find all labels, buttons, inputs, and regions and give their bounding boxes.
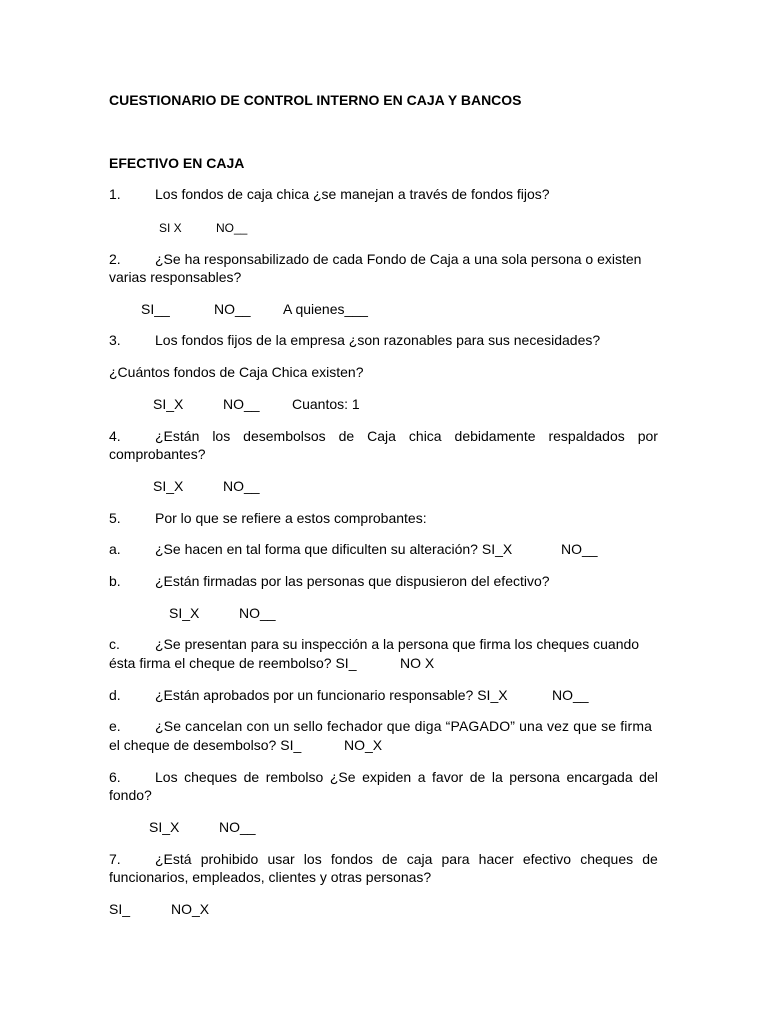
question-b-answer-si: SI_X (169, 605, 200, 621)
question-3-answer-no: NO__ (223, 396, 260, 412)
question-3-answer-extra: Cuantos: 1 (292, 396, 360, 412)
question-7-word: para (441, 851, 470, 867)
question-5-number: 5. (109, 510, 121, 526)
question-d-letter: d. (109, 687, 121, 703)
question-6-word: expiden (362, 769, 412, 785)
question-4-word: desembolsos (243, 428, 326, 444)
question-7-answer-si: SI_ (109, 901, 131, 917)
question-7-word: caja (406, 851, 433, 867)
section-heading: EFECTIVO EN CAJA (109, 155, 245, 171)
question-6-word: rembolso (265, 769, 324, 785)
question-6-word: persona (509, 769, 560, 785)
question-1-number: 1. (109, 186, 121, 202)
question-a-letter: a. (109, 541, 121, 557)
question-6-answer-si: SI_X (149, 819, 180, 835)
question-2-answer-si: SI__ (141, 301, 170, 317)
question-1-text: Los fondos de caja chica ¿se manejan a través de fondos fijos? (155, 186, 550, 202)
question-6-word: la (491, 769, 503, 785)
question-2-number: 2. (109, 251, 121, 267)
question-1-answer-si: SI X (159, 221, 182, 235)
question-b-letter: b. (109, 573, 121, 589)
question-4-text-cont: comprobantes? (109, 446, 206, 462)
question-4-word: por (637, 428, 658, 444)
question-6-word: de (469, 769, 486, 785)
question-4-word: de (338, 428, 355, 444)
question-6-text-cont: fondo? (109, 787, 152, 803)
question-1-answer-no: NO__ (216, 221, 248, 235)
question-e-text-cont: el cheque de desembolso? SI_ (109, 737, 302, 753)
question-7-word: hacer (478, 851, 514, 867)
question-6-word: de (243, 769, 260, 785)
question-7-answer-no: NO_X (171, 901, 210, 917)
question-4-word: debidamente (454, 428, 536, 444)
question-7-number: 7. (109, 851, 121, 867)
question-6-word: del (639, 769, 658, 785)
document-title: CUESTIONARIO DE CONTROL INTERNO EN CAJA Y BANCOS (109, 92, 522, 108)
question-2-answer-no: NO__ (214, 301, 251, 317)
question-6-word: encargada (566, 769, 633, 785)
question-4-word: Caja (367, 428, 396, 444)
question-b-answer-no: NO__ (239, 605, 276, 621)
question-2-text-cont: varias responsables? (109, 269, 242, 285)
question-7-word: efectivo (522, 851, 572, 867)
question-7-word: de (642, 851, 658, 867)
question-a-answer-no: NO__ (561, 541, 598, 557)
question-3-subquestion: ¿Cuántos fondos de Caja Chica existen? (109, 364, 364, 380)
question-6-word: Los (155, 769, 178, 785)
question-4-word: respaldados (548, 428, 625, 444)
question-4-number: 4. (109, 428, 121, 444)
question-6-word: a (417, 769, 426, 785)
question-e-answer-no: NO_X (344, 737, 383, 753)
question-e-text: ¿Se cancelan con un sello fechador que diga “PAGADO” una vez que se firma (155, 718, 653, 734)
question-3-text: Los fondos fijos de la empresa ¿son razonables para sus necesidades? (155, 332, 601, 348)
question-6-word: ¿Se (329, 769, 356, 785)
question-6-word: cheques (184, 769, 238, 785)
question-7-word: cheques (580, 851, 634, 867)
question-a-text: ¿Se hacen en tal forma que dificulten su alteración? SI_X (155, 541, 513, 557)
question-4-answer-si: SI_X (153, 478, 184, 494)
question-3-number: 3. (109, 332, 121, 348)
question-3-answer-si: SI_X (153, 396, 184, 412)
question-5-text: Por lo que se refiere a estos comprobantes: (155, 510, 427, 526)
question-6-answer-no: NO__ (219, 819, 256, 835)
question-7-word: usar (267, 851, 295, 867)
question-7-word: de (382, 851, 398, 867)
question-c-letter: c. (109, 636, 120, 652)
question-7-word: los (303, 851, 322, 867)
question-7-text-cont: funcionarios, empleados, clientes y otras personas? (109, 869, 432, 885)
question-7-text (155, 850, 658, 868)
question-7-word: ¿Está (155, 851, 192, 867)
question-6-number: 6. (109, 769, 121, 785)
question-b-text: ¿Están firmadas por las personas que dispusieron del efectivo? (155, 573, 550, 589)
question-c-answer-no: NO X (400, 655, 435, 671)
question-d-text: ¿Están aprobados por un funcionario responsable? SI_X (155, 687, 508, 703)
question-d-answer-no: NO__ (552, 687, 589, 703)
question-6-word: favor (432, 769, 464, 785)
question-7-word: prohibido (200, 851, 259, 867)
question-c-text-cont: ésta firma el cheque de reembolso? SI_ (109, 655, 357, 671)
question-4-word: ¿Están (155, 428, 200, 444)
question-7-word: fondos (330, 851, 373, 867)
question-c-text: ¿Se presentan para su inspección a la persona que firma los cheques cuando (155, 636, 640, 652)
question-4-answer-no: NO__ (223, 478, 260, 494)
question-4-text (155, 427, 658, 445)
question-4-word: chica (408, 428, 442, 444)
question-6-text (155, 768, 658, 786)
question-2-answer-extra: A quienes___ (283, 301, 368, 317)
question-2-text: ¿Se ha responsabilizado de cada Fondo de Caja a una sola persona o existen (155, 251, 642, 267)
question-e-letter: e. (109, 718, 121, 734)
question-4-word: los (212, 428, 231, 444)
